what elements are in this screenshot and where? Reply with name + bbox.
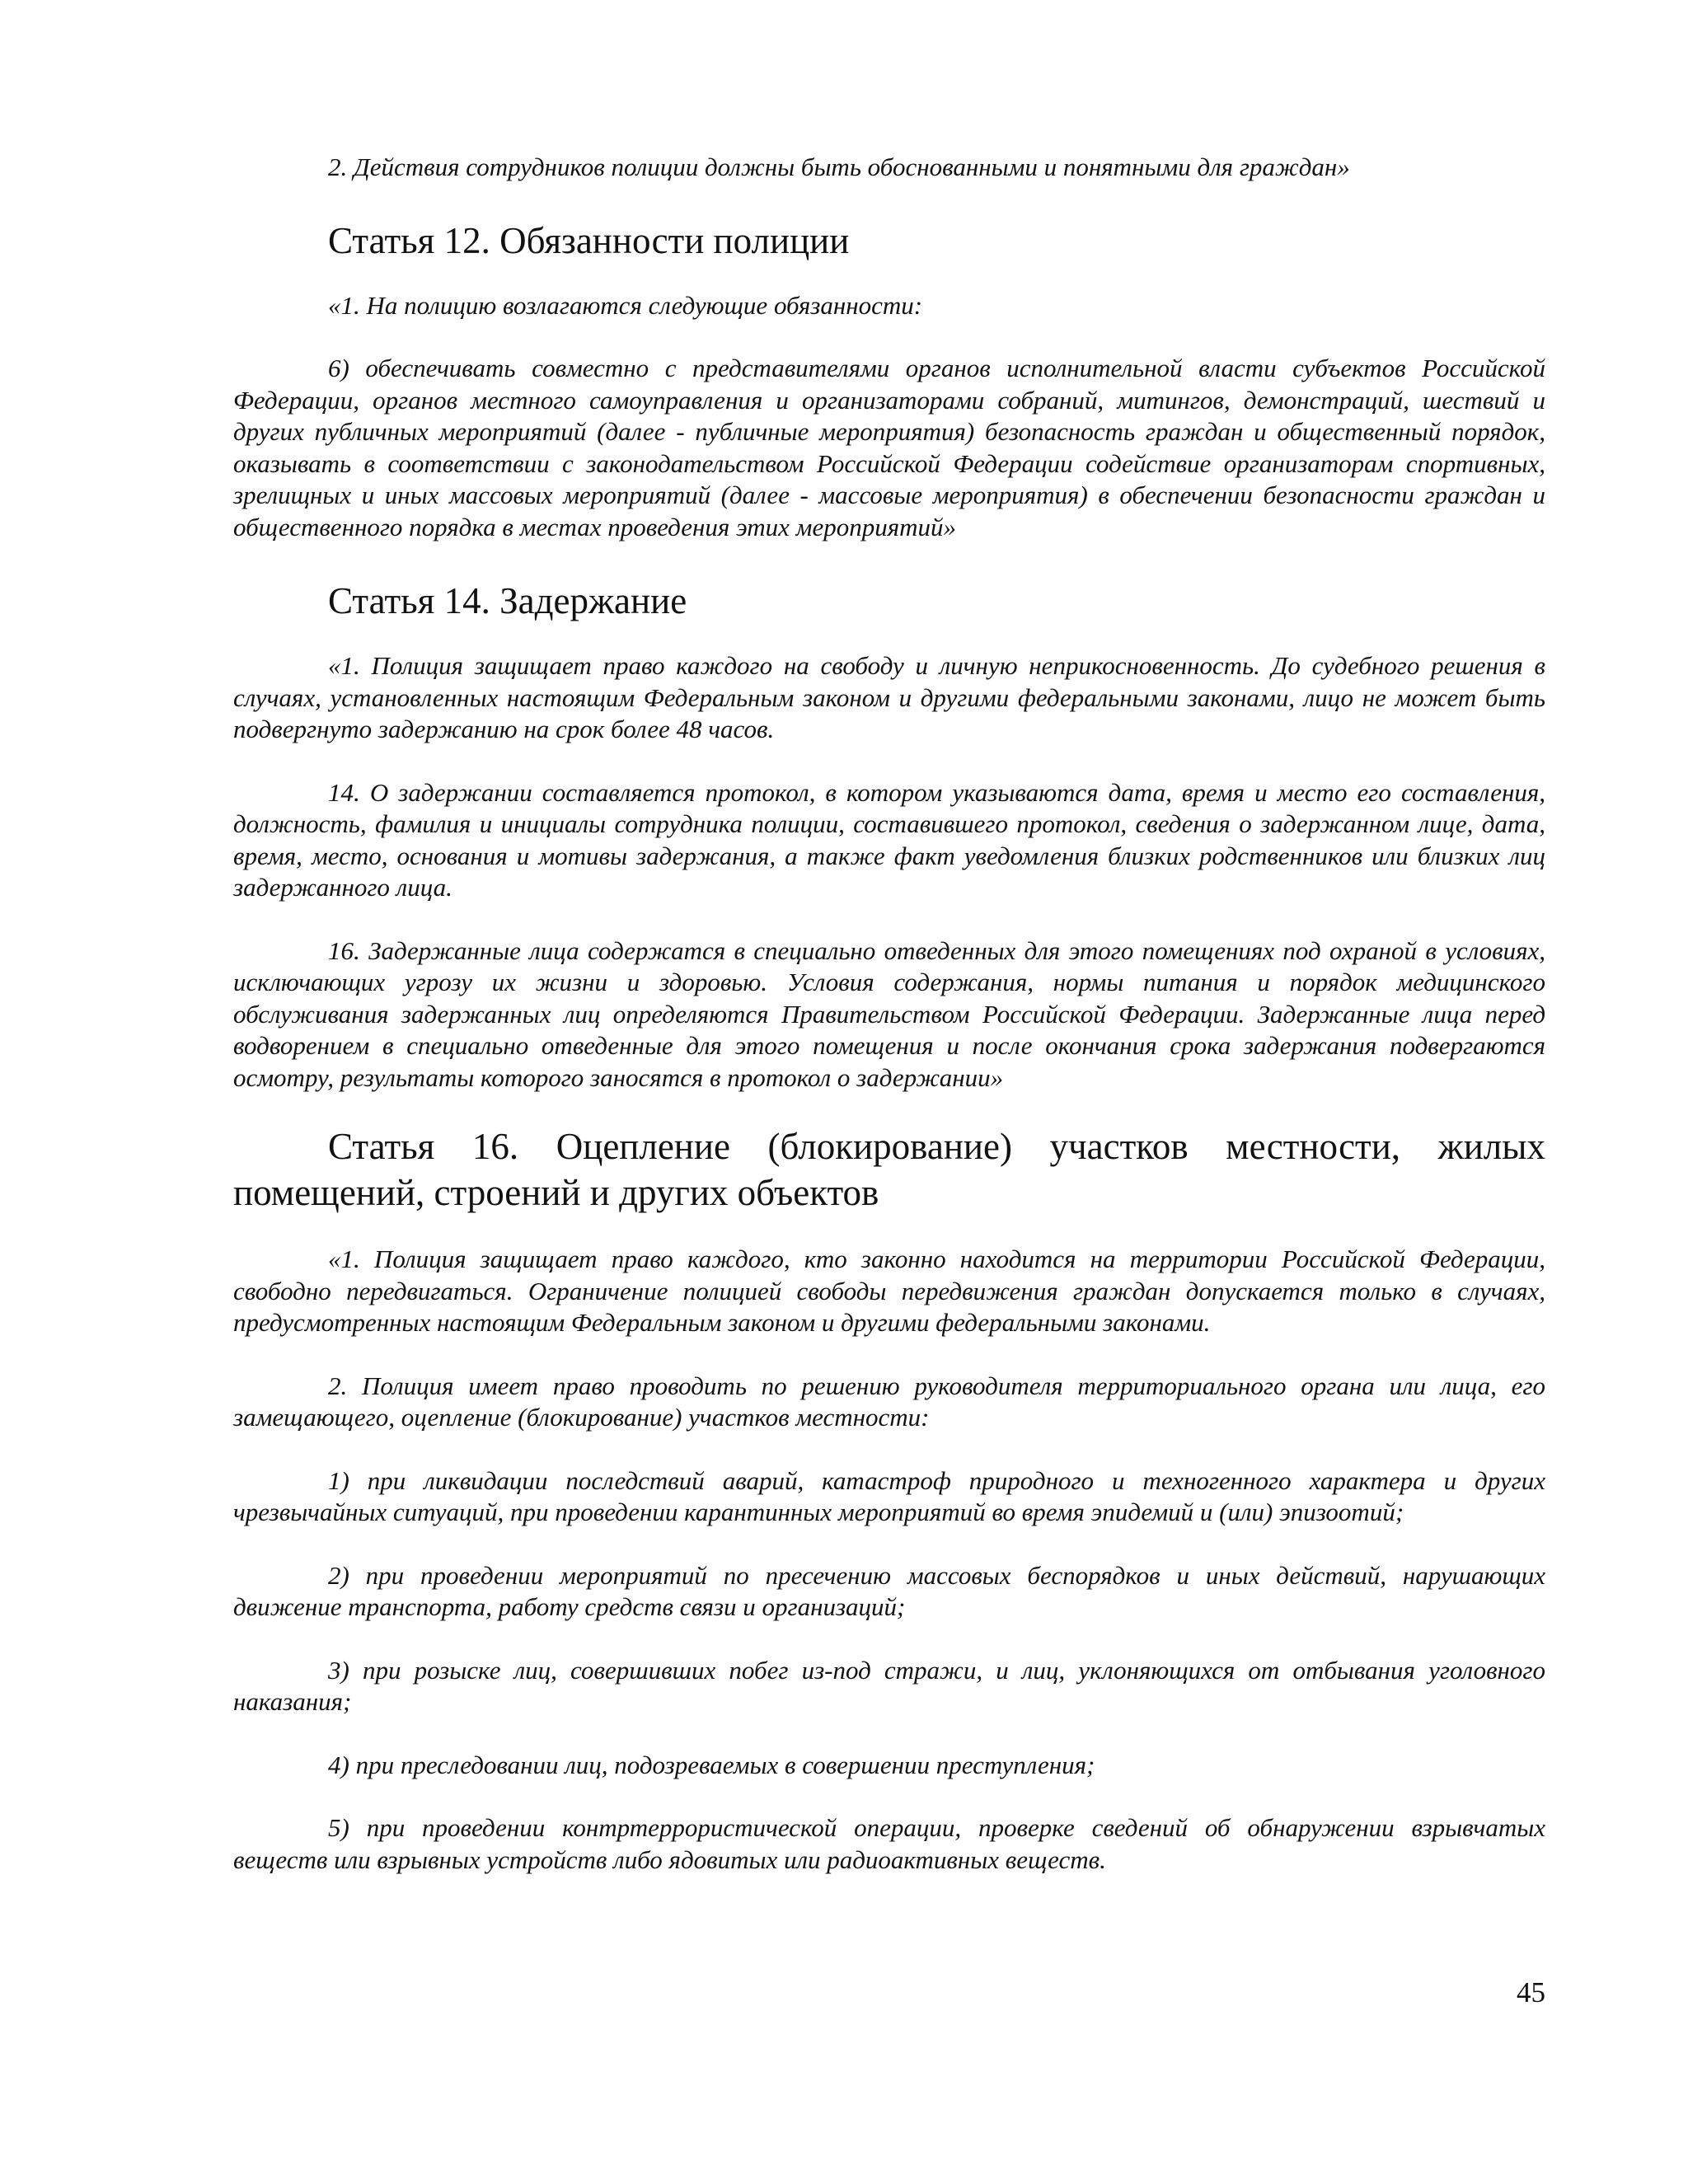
heading-article-16: Статья 16. Оцепление (блокирование) участков местности, жилых помещений, строений и других объектов [233, 1126, 1545, 1213]
list-item-art16-1: 1) при ликвидации последствий аварий, катастроф природного и техногенного характера и других чрезвычайных ситуаций, при проведении карантинных мероприятий во время эпидемий и (или) эпизоотий; [233, 1465, 1545, 1526]
paragraph-art12-intro: «1. На полицию возлагаются следующие обязанности: [328, 290, 923, 320]
paragraph-art14-clause-14: 14. О задержании составляется протокол, в котором указываются дата, время и место его составления, должность, фамилия и инициалы сотрудника полиции, составившего протокол, сведения о задержанном лице, дата, время, место, основания и мотивы задержания, а также факт уведомления близких родственников или близких лиц задержанного лица. [233, 777, 1545, 902]
list-item-art16-4: 4) при преследовании лиц, подозреваемых в совершении преступления; [328, 1750, 1095, 1779]
page-number: 45 [1517, 1976, 1545, 2008]
list-item-art16-5: 5) при проведении контртеррористической операции, проверке сведений об обнаружении взрывчатых веществ или взрывных устройств либо ядовитых или радиоактивных веществ. [233, 1813, 1545, 1874]
paragraph-art14-clause-16: 16. Задержанные лица содержатся в специально отведенных для этого помещениях под охраной в условиях, исключающих угрозу их жизни и здоровью. Условия содержания, нормы питания и порядок медицинского обслуживания задержанных лиц определяются Правительством Российской Федерации. Задержанные лица перед водворением в специально отведенные для этого помещения и после окончания срока задержания подвергаются осмотру, результаты которого заносятся в протокол о задержании» [233, 935, 1545, 1092]
paragraph-art-clause-2: 2. Действия сотрудников полиции должны быть обоснованными и понятными для граждан» [328, 152, 1350, 181]
document-body [233, 152, 1545, 1876]
heading-article-14: Статья 14. Задержание [328, 580, 687, 621]
list-item-art16-3: 3) при розыске лиц, совершивших побег из-под стражи, и лиц, уклоняющихся от отбывания уголовного наказания; [233, 1655, 1545, 1716]
paragraph-art14-clause-1: «1. Полиция защищает право каждого на свободу и личную неприкосновенность. До судебного решения в случаях, установленных настоящим Федеральным законом и другими федеральными законами, лицо не может быть подвергнуто задержанию на срок более 48 часов. [233, 651, 1545, 743]
heading-article-12: Статья 12. Обязанности полиции [328, 219, 850, 261]
list-item-art16-2: 2) при проведении мероприятий по пресечению массовых беспорядков и иных действий, нарушающих движение транспорта, работу средств связи и организаций; [233, 1560, 1545, 1621]
paragraph-art16-clause-1: «1. Полиция защищает право каждого, кто законно находится на территории Российской Федерации, свободно передвигаться. Ограничение полицией свободы передвижения граждан допускается только в случаях, предусмотренных настоящим Федеральным законом и другими федеральными законами. [233, 1244, 1545, 1337]
paragraph-art16-clause-2: 2. Полиция имеет право проводить по решению руководителя территориального органа или лица, его замещающего, оцепление (блокирование) участков местности: [233, 1371, 1545, 1432]
paragraph-art12-item-6: 6) обеспечивать совместно с представителями органов исполнительной власти субъектов Российской Федерации, органов местного самоуправления и организаторами собраний, митингов, демонстраций, шествий и других публичных мероприятий (далее - публичные мероприятия) безопасность граждан и общественный порядок, оказывать в соответствии с законодательством Российской Федерации содействие организаторам спортивных, зрелищных и иных массовых мероприятий (далее - массовые мероприятия) в обеспечении безопасности граждан и общественного порядка в местах проведения этих мероприятий» [233, 354, 1545, 541]
